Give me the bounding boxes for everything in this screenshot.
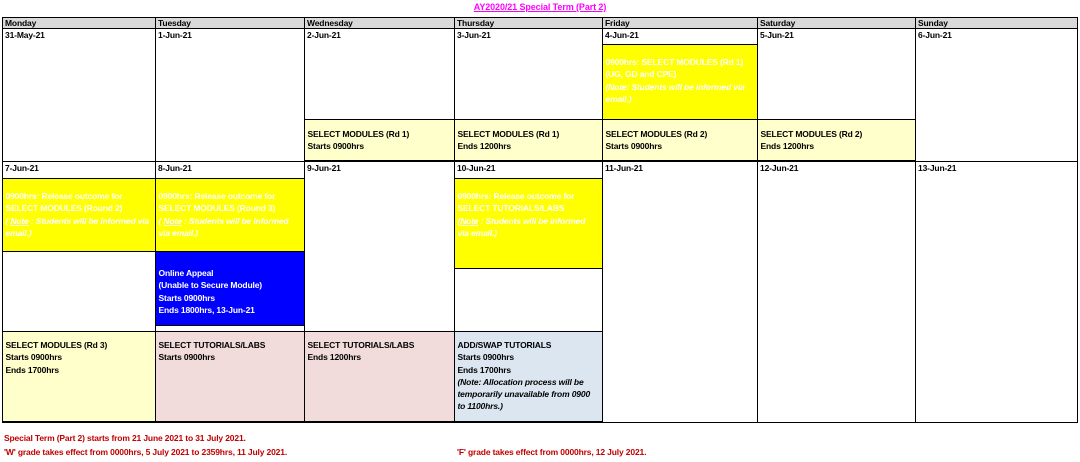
event-line: Starts 0900hrs — [5, 352, 62, 363]
calendar-cell — [758, 29, 916, 161]
calendar-cell — [603, 29, 758, 161]
date-label: 4-Jun-21 — [605, 30, 639, 40]
footer-note-f-grade: 'F' grade takes effect from 0000hrs, 12 July 2021. — [457, 447, 647, 457]
calendar-cell — [3, 162, 156, 422]
date-label: 2-Jun-21 — [307, 30, 341, 40]
event-line: SELECT TUTORIALS/LABS — [307, 340, 415, 350]
date-label: 11-Jun-21 — [605, 163, 643, 173]
page-title: AY2020/21 Special Term (Part 2) — [473, 2, 607, 12]
calendar-cell — [916, 162, 1077, 422]
event-line: 0900hrs: Release outcome for SELECT TUTORIALS/LABS — [457, 191, 575, 214]
calendar-cell — [916, 29, 1077, 161]
event-line: SELECT TUTORIALS/LABS — [158, 340, 266, 350]
event-line: Ends 1700hrs — [5, 364, 59, 375]
week-row-2 — [3, 161, 1077, 422]
date-label: 13-Jun-21 — [918, 163, 957, 173]
date-label: 1-Jun-21 — [158, 30, 192, 40]
event-block — [603, 119, 757, 161]
event-line: ADD/SWAP TUTORIALS — [457, 340, 552, 350]
footer-note-term-dates: Special Term (Part 2) starts from 21 June 2021 to 31 July 2021. — [4, 433, 246, 443]
event-line: Starts 0900hrs — [158, 292, 215, 303]
event-line: Online Appeal — [158, 268, 214, 278]
date-label: 12-Jun-21 — [760, 163, 799, 173]
event-line: Ends 1700hrs — [457, 364, 511, 375]
event-block — [156, 178, 304, 252]
event-block — [305, 119, 454, 161]
event-block — [305, 331, 454, 422]
day-header: Tuesday — [156, 18, 305, 28]
event-line: Ends 1200hrs — [760, 141, 814, 152]
event-block — [156, 251, 304, 326]
calendar-cell — [156, 162, 305, 422]
day-header: Saturday — [758, 18, 916, 28]
event-line: (Note: Students will be informed via email.) — [605, 81, 745, 104]
date-label: 6-Jun-21 — [918, 30, 952, 40]
calendar-cell — [603, 162, 758, 422]
event-line: Ends 1200hrs — [307, 352, 361, 363]
event-line: (Note : Students will be informed via email.) — [457, 215, 586, 238]
date-label: 3-Jun-21 — [457, 30, 491, 40]
date-label: 5-Jun-21 — [760, 30, 794, 40]
date-label: 31-May-21 — [5, 30, 45, 40]
event-line: Starts 0900hrs — [307, 141, 364, 152]
event-line: ( Note : Students will be informed via email.) — [5, 215, 150, 238]
calendar-cell — [455, 29, 603, 161]
event-block — [156, 331, 304, 422]
event-block — [758, 119, 915, 161]
event-line: SELECT MODULES (Rd 1) — [457, 129, 560, 139]
event-line: Starts 0900hrs — [457, 352, 514, 363]
calendar-cell — [305, 29, 455, 161]
event-block — [3, 331, 155, 422]
calendar-cell — [758, 162, 916, 422]
day-header-row — [3, 18, 1077, 29]
day-header: Thursday — [455, 18, 603, 28]
date-label: 8-Jun-21 — [158, 163, 192, 173]
event-block — [603, 44, 757, 120]
date-label: 7-Jun-21 — [5, 163, 39, 173]
calendar-cell — [455, 162, 603, 422]
event-line: (Unable to Secure Module) — [158, 280, 262, 291]
event-line: Starts 0900hrs — [158, 352, 215, 363]
event-block — [455, 331, 602, 422]
event-block — [455, 178, 602, 269]
calendar-cell — [156, 29, 305, 161]
event-line: 0900hrs: Release outcome for SELECT MODULES (Round 2) — [5, 191, 123, 214]
week-row-1 — [3, 29, 1077, 161]
day-header: Sunday — [916, 18, 1077, 28]
event-line: SELECT MODULES (Rd 3) — [5, 340, 108, 350]
event-line: SELECT MODULES (Rd 2) — [760, 129, 863, 139]
event-block — [3, 178, 155, 252]
event-line: Ends 1800hrs, 13-Jun-21 — [158, 304, 255, 315]
event-block — [455, 119, 602, 161]
event-line: SELECT MODULES (Rd 1) — [307, 129, 410, 139]
event-line: ( Note : Students will be informed via email.) — [158, 215, 289, 238]
event-line: 0900hrs: SELECT MODULES (Rd 1) — [605, 57, 744, 67]
event-line: (Note: Allocation process will be temporarily unavailable from 0900 to 1100hrs.) — [457, 376, 591, 412]
calendar-cell — [305, 162, 455, 422]
footer-note-w-grade: 'W' grade takes effect from 0000hrs, 5 July 2021 to 2359hrs, 11 July 2021. — [4, 447, 288, 457]
day-header: Wednesday — [305, 18, 455, 28]
event-line: (UG, GD and CPE) — [605, 69, 677, 80]
day-header: Monday — [3, 18, 156, 28]
calendar-table — [2, 17, 1078, 423]
calendar-cell — [3, 29, 156, 161]
day-header: Friday — [603, 18, 758, 28]
event-line: Starts 0900hrs — [605, 141, 662, 152]
date-label: 10-Jun-21 — [457, 163, 496, 173]
event-line: SELECT MODULES (Rd 2) — [605, 129, 708, 139]
event-line: Ends 1200hrs — [457, 141, 511, 152]
event-line: 0900hrs: Release outcome for SELECT MODULES (Round 3) — [158, 191, 276, 214]
date-label: 9-Jun-21 — [307, 163, 341, 173]
